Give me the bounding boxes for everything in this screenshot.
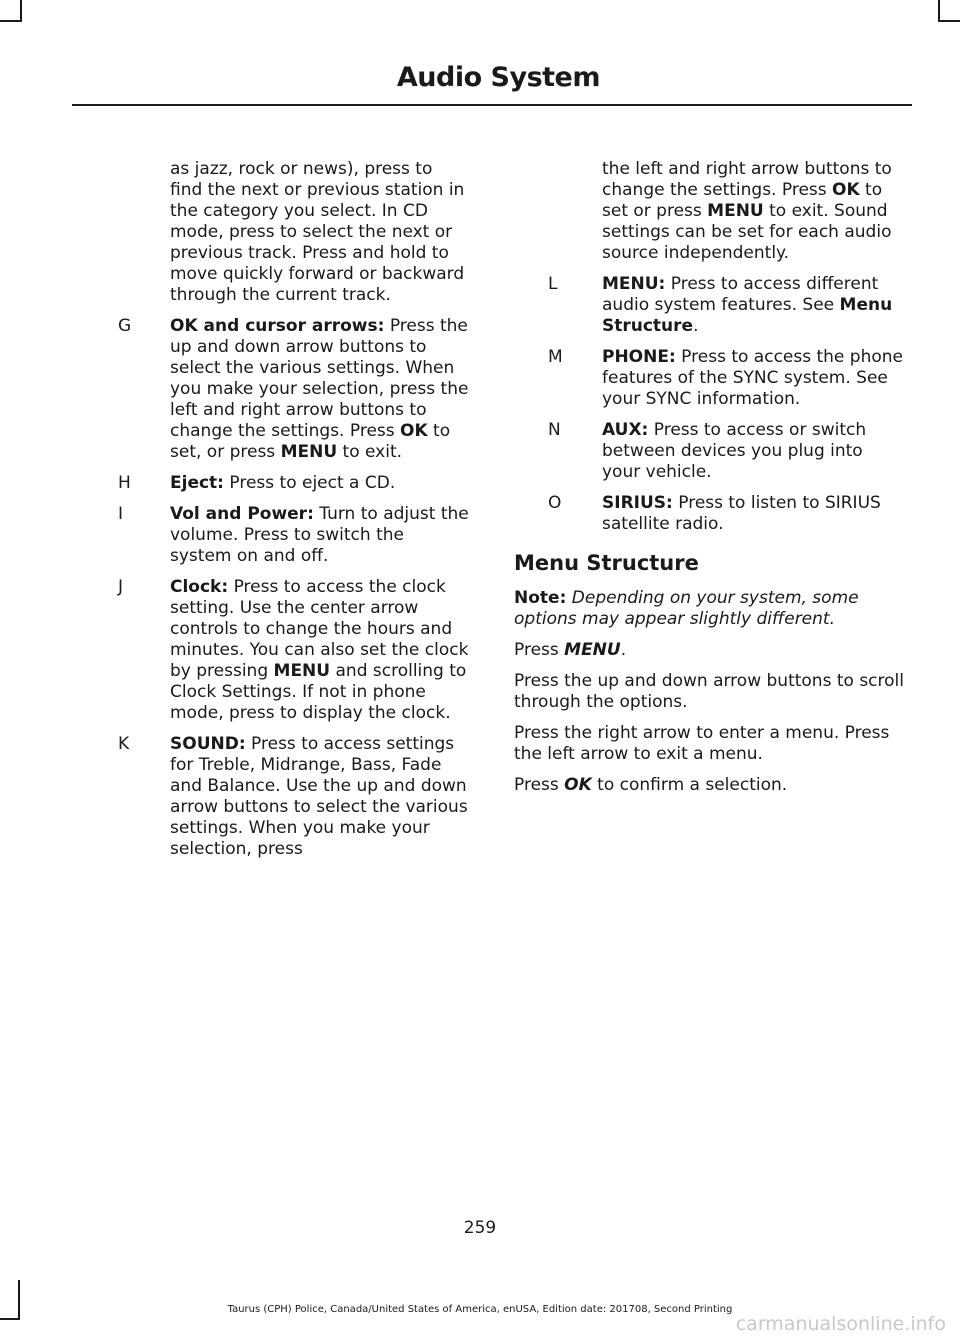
- section-title: Menu Structure: [514, 551, 699, 575]
- crop-mark: [940, 20, 960, 22]
- continuation-text: as jazz, rock or news), press to find the next or previous station in the category you select. In CD mode, press to select the next or previous track. Press and hold to move quickly forward or backward through the current track.: [170, 159, 465, 305]
- entry-letter: J: [118, 577, 124, 597]
- entry-o: [514, 493, 906, 535]
- note-paragraph: Note: Depending on your system, some options may appear slightly different.: [514, 588, 859, 629]
- page-title: Audio System: [396, 62, 600, 93]
- entry-letter: H: [118, 473, 131, 493]
- entry-description: SIRIUS: Press to listen to SIRIUS satellite radio.: [602, 493, 881, 534]
- entry-l: [514, 274, 906, 337]
- page-number: 259: [463, 1218, 497, 1238]
- entry-letter: O: [548, 493, 562, 513]
- entry-k: [106, 734, 470, 860]
- entry-j: [106, 577, 470, 724]
- paragraph: Press the right arrow to enter a menu. Press the left arrow to exit a menu.: [514, 723, 890, 764]
- menu-structure-link[interactable]: Menu Structure: [602, 295, 893, 336]
- entry-letter: N: [548, 420, 561, 440]
- watermark-text: carmanualsonline.info: [735, 1313, 946, 1335]
- entry-h: [106, 473, 470, 494]
- continuation-text: the left and right arrow buttons to change the settings. Press OK to set or press MENU to exit. Sound settings can be set for each audio source independently.: [602, 159, 892, 263]
- paragraph: Press the up and down arrow buttons to scroll through the options.: [514, 671, 904, 712]
- crop-mark: [938, 0, 940, 22]
- entry-description: Eject: Press to eject a CD.: [170, 473, 396, 493]
- crop-mark: [0, 1318, 20, 1320]
- entry-letter: M: [548, 347, 563, 367]
- left-column: [106, 159, 470, 870]
- header-divider: [72, 104, 912, 106]
- entry-g: [106, 316, 470, 463]
- entry-letter: G: [118, 316, 132, 336]
- entry-description: PHONE: Press to access the phone features of the SYNC system. See your SYNC information.: [602, 347, 903, 409]
- entry-description: OK and cursor arrows: Press the up and down arrow buttons to select the various settings. When you make your selection, press the left and right arrow buttons to change the settings. Press OK to set, or press MENU to exit.: [170, 316, 469, 462]
- paragraph: Press MENU.: [514, 640, 627, 660]
- entry-letter: K: [118, 734, 130, 754]
- entry-i: [106, 504, 470, 567]
- entry-description: Vol and Power: Turn to adjust the volume. Press to switch the system on and off.: [170, 504, 469, 566]
- crop-mark: [0, 20, 20, 22]
- entry-description: SOUND: Press to access settings for Treble, Midrange, Bass, Fade and Balance. Use the up and down arrow buttons to select the various settings. When you make your selection, press: [170, 734, 468, 859]
- entry-m: [514, 347, 906, 410]
- entry-description: MENU: Press to access different audio system features. See Menu Structure.: [602, 274, 893, 336]
- entry-description: AUX: Press to access or switch between devices you plug into your vehicle.: [602, 420, 867, 482]
- paragraph: Press OK to confirm a selection.: [514, 775, 788, 795]
- entry-letter: I: [118, 504, 124, 524]
- footer-text: Taurus (CPH) Police, Canada/United States of America, enUSA, Edition date: 201708, Second Printing: [227, 1304, 733, 1315]
- entry-n: [514, 420, 906, 483]
- entry-letter: L: [548, 274, 558, 294]
- crop-mark: [20, 0, 22, 22]
- right-column: [514, 159, 906, 806]
- entry-description: Clock: Press to access the clock setting. Use the center arrow controls to change the hours and minutes. You can also set the clock by pressing MENU and scrolling to Clock Settings. If not in phone mode, press to display the clock.: [170, 577, 469, 723]
